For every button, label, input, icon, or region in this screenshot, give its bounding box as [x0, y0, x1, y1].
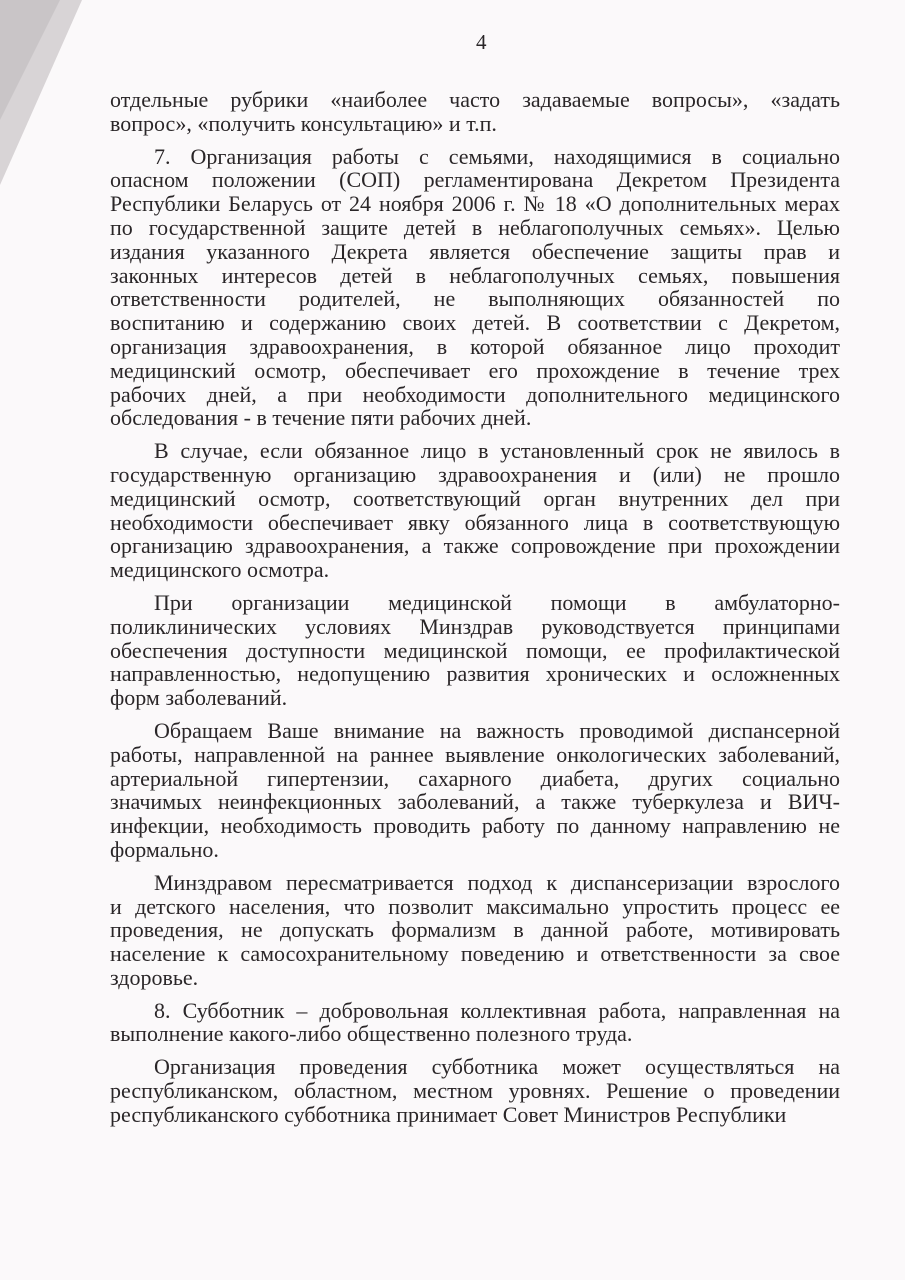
text-line: обеспечения доступности медицинской помощи, ее профилактической: [110, 637, 840, 663]
text-line: Организация проведения субботника может осуществляться на: [154, 1054, 840, 1080]
text-line: 7. Организация работы с семьями, находящимися в социально: [154, 143, 840, 169]
text-line: медицинский осмотр, соответствующий орган внутренних дел при: [110, 485, 840, 511]
text-line: проведения, не допускать формализм в данной работе, мотивировать: [110, 917, 840, 943]
paragraph: [110, 999, 840, 1047]
text-line: отдельные рубрики «наиболее часто задаваемые вопросы», «задать: [110, 87, 840, 112]
text-line: Республики Беларусь от 24 ноября 2006 г. № 18 «О дополнительных мерах: [110, 191, 840, 217]
page-number: 4: [476, 30, 487, 54]
paragraph: [110, 1055, 840, 1126]
paragraph: [110, 871, 840, 990]
text-line: республиканском, областном, местном уровнях. Решение о проведении: [110, 1078, 840, 1104]
text-line: рабочих дней, а при необходимости дополнительного медицинского: [110, 381, 840, 407]
text-line: здоровье.: [110, 964, 199, 990]
paragraph: [110, 145, 840, 431]
text-line: выполнение какого-либо общественно полезного труда.: [110, 1021, 633, 1047]
text-line: воспитанию и содержанию своих детей. В соответствии с Декретом,: [110, 310, 840, 336]
text-line: население к самосохранительному поведению и ответственности за свое: [110, 941, 840, 967]
text-line: 8. Субботник – добровольная коллективная работа, направленная на: [154, 997, 840, 1023]
text-line: медицинский осмотр, обеспечивает его прохождение в течение трех: [110, 357, 840, 383]
text-line: артериальной гипертензии, сахарного диабета, других социально: [110, 765, 840, 791]
text-line: ответственности родителей, не выполняющих обязанностей по: [110, 286, 840, 312]
text-line: необходимости обеспечивает явку обязанного лица в соответствующую: [110, 509, 840, 535]
text-line: вопрос», «получить консультацию» и т.п.: [110, 110, 497, 136]
text-line: законных интересов детей в неблагополучных семьях, повышения: [110, 262, 840, 288]
text-line: государственную организацию здравоохранения и (или) не прошло: [110, 461, 840, 487]
text-line: значимых неинфекционных заболеваний, а также туберкулеза и ВИЧ-: [110, 789, 840, 815]
text-line: издания указанного Декрета является обеспечение защиты прав и: [110, 238, 840, 264]
text-line: В случае, если обязанное лицо в установленный срок не явилось в: [154, 438, 840, 464]
text-line: направленностью, недопущению развития хронических и осложненных: [110, 661, 840, 687]
text-line: Минздравом пересматривается подход к диспансеризации взрослого: [154, 869, 840, 895]
text-line: поликлинических условиях Минздрав руководствуется принципами: [110, 613, 840, 639]
text-line: медицинского осмотра.: [110, 557, 330, 583]
paragraph: [110, 591, 840, 710]
text-line: обследования - в течение пяти рабочих дней.: [110, 405, 532, 431]
scan-edge-shadow: [0, 0, 90, 190]
text-line: При организации медицинской помощи в амбулаторно-: [154, 589, 840, 615]
text-line: инфекции, необходимость проводить работу по данному направлению не: [110, 813, 840, 839]
text-line: форм заболеваний.: [110, 685, 288, 711]
text-line: и детского населения, что позволит максимально упростить процесс ее: [110, 893, 840, 919]
text-line: организация здравоохранения, в которой обязанное лицо проходит: [110, 333, 840, 359]
paragraph: [110, 439, 840, 582]
text-line: по государственной защите детей в неблагополучных семьях». Целью: [110, 214, 840, 240]
text-line: Обращаем Ваше внимание на важность проводимой диспансерной: [154, 717, 840, 743]
text-line: работы, направленной на раннее выявление онкологических заболеваний,: [110, 741, 840, 767]
document-body: [110, 88, 840, 1127]
text-line: опасном положении (СОП) регламентирована Декретом Президента: [110, 167, 840, 193]
paragraph: [110, 719, 840, 862]
text-line: формально.: [110, 836, 219, 862]
paragraph: [110, 88, 840, 136]
text-line: республиканского субботника принимает Совет Министров Республики: [110, 1101, 787, 1127]
text-line: организацию здравоохранения, а также сопровождение при прохождении: [110, 533, 840, 559]
